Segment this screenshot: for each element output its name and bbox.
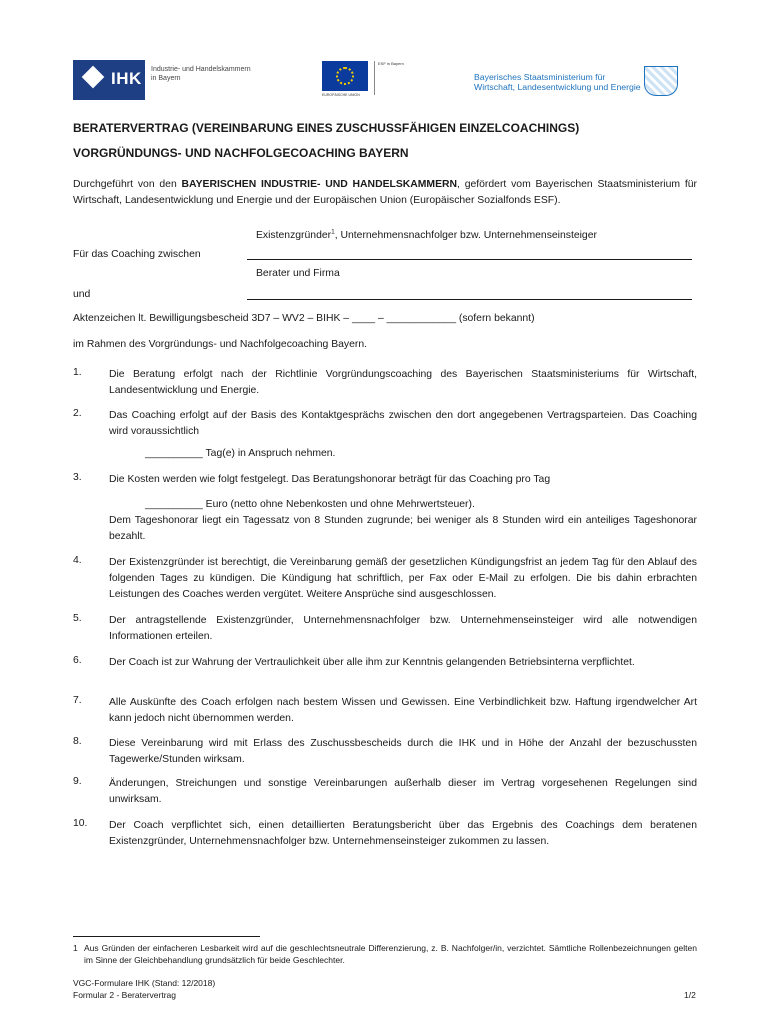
footer-line2: Formular 2 - Beratervertrag (73, 990, 176, 1000)
item-number: 7. (73, 695, 82, 706)
aktenzeichen-line: Aktenzeichen lt. Bewilligungsbescheid 3D7 – WV2 – BIHK – ____ – ____________ (sofern bekannt) (73, 313, 535, 324)
item-text: Der Existenzgründer ist berechtigt, die Vereinbarung gemäß der gesetzlichen Kündigungsfrist an jedem Tag für den Ablauf des folgenden Tages zu kündigen. Die Kündigung hat schriftlich, per Fax oder E-Mail zu erfolgen. Die bis dahin erbrachten Leistungen des Coaches werden vergütet. Weitere Ansprüche sind ausgeschlossen. (109, 557, 697, 600)
bavaria-crest-icon (644, 66, 678, 96)
item-text: Alle Auskünfte des Coach erfolgen nach bestem Wissen und Gewissen. Eine Verbindlichkeit bzw. Haftung irgendwelcher Art kann jedoch nicht übernommen werden. (109, 697, 697, 724)
bavaria-line2: Wirtschaft, Landesentwicklung und Energie (474, 82, 641, 92)
item-number: 6. (73, 655, 82, 666)
item-text: Diese Vereinbarung wird mit Erlass des Zuschussbescheids durch die IHK und in Höhe der Anzahl der bezuschussten Tagewerke/Stunden wirksam. (109, 738, 697, 765)
und-label: und (73, 289, 91, 300)
eu-side-text: ESF in Bayern (374, 61, 426, 95)
intro-bold: BAYERISCHEN INDUSTRIE- UND HANDELSKAMMERN (181, 179, 458, 190)
ihk-logo-mark (73, 60, 145, 100)
item-number: 9. (73, 776, 82, 787)
eu-logo (322, 61, 422, 97)
item-number: 1. (73, 367, 82, 378)
intro-paragraph (73, 177, 697, 209)
existenz-signature-line[interactable] (247, 259, 692, 260)
item-number: 2. (73, 408, 82, 419)
item-text: Der Coach verpflichtet sich, einen detaillierten Beratungsbericht über das Ergebnis des Coachings dem beratenen Existenzgründer, Unternehmensnachfolger bzw. Unternehmenseinsteiger zukommen zu lassen. (109, 820, 697, 847)
eu-stars-icon (336, 67, 354, 85)
item-number: 10. (73, 818, 88, 829)
item-extra: __________ Tag(e) in Anspruch nehmen. (145, 448, 336, 459)
page-title: BERATERVERTRAG (VEREINBARUNG EINES ZUSCHUSSFÄHIGEN EINZELCOACHINGS) (73, 121, 580, 135)
intro-suffix: , gefördert vom Bayerischen Staatsministerium für Wirtschaft, Landesentwicklung und Energie und der Europäischen Union (Europäischer Sozialfonds ESF). (73, 179, 697, 206)
coaching-between-label: Für das Coaching zwischen (73, 249, 201, 260)
rahmen-text: im Rahmen des Vorgründungs- und Nachfolgecoaching Bayern. (73, 339, 368, 350)
ihk-logo-subtitle: Industrie- und Handelskammern in Bayern (151, 66, 251, 82)
bavaria-line1: Bayerisches Staatsministerium für (474, 72, 606, 82)
item-text: Das Coaching erfolgt auf der Basis des Kontaktgesprächs zwischen den dort angegebenen Vertragsparteien. Das Coaching wird voraussichtlich (109, 410, 697, 437)
ihk-logo (73, 60, 251, 100)
footnote-text: Aus Gründen der einfacheren Lesbarkeit wird auf die geschlechtsneutrale Differenzierung, z. B. Nachfolger/in, verzichtet. Sämtliche Rollenbezeichnungen gelten im Sinne der Gleichbehandlung grundsätzlich für beide Geschlechter. (84, 943, 697, 965)
item-text: Die Beratung erfolgt nach der Richtlinie Vorgründungscoaching des Bayerischen Staatsministeriums für Wirtschaft, Landesentwicklung und Energie. (109, 369, 697, 396)
item-extra: __________ Euro (netto ohne Nebenkosten und ohne Mehrwertsteuer). (145, 499, 475, 510)
item-extra2: Dem Tageshonorar liegt ein Tagessatz von 8 Stunden zugrunde; bei weniger als 8 Stunden wird ein anteiliges Tageshonorar bezahlt. (109, 515, 697, 542)
item-number: 8. (73, 736, 82, 747)
item-text: Der antragstellende Existenzgründer, Unternehmensnachfolger bzw. Unternehmenseinsteiger wird alle notwendigen Informationen erteilen. (109, 615, 697, 642)
existenz-label (256, 228, 597, 244)
item-number: 4. (73, 555, 82, 566)
existenz-label-text: Existenzgründer (256, 230, 332, 241)
footnote-ref: 1 (331, 228, 335, 236)
ihk-logo-text: IHK (111, 69, 142, 88)
footer-line1: VGC-Formulare IHK (Stand: 12/2018) (73, 978, 216, 988)
item-text: Änderungen, Streichungen und sonstige Vereinbarungen außerhalb dieser im Vertrag vorgesehenen Regelungen sind unwirksam. (109, 778, 697, 805)
item-number: 5. (73, 613, 82, 624)
footnote-divider (73, 936, 260, 937)
item-text: Die Kosten werden wie folgt festgelegt. Das Beratungshonorar beträgt für das Coaching pro Tag (109, 474, 551, 485)
item-number: 3. (73, 472, 82, 483)
page-subtitle: VORGRÜNDUNGS- UND NACHFOLGECOACHING BAYERN (73, 146, 409, 160)
footnote-number: 1 (73, 943, 78, 953)
page-number: 1/2 (684, 990, 696, 1000)
diamond-icon (82, 66, 105, 89)
eu-flag-icon (322, 61, 368, 91)
bavaria-ministry-name (474, 72, 641, 92)
existenz-label-rest: , Unternehmensnachfolger bzw. Unternehmenseinsteiger (334, 230, 597, 241)
page-header (0, 0, 770, 110)
item-text: Der Coach ist zur Wahrung der Vertraulichkeit über alle ihm zur Kenntnis gelangenden Betriebsinterna verpflichtet. (109, 657, 635, 668)
bavaria-ministry-logo (474, 66, 699, 98)
intro-prefix: Durchgeführt von den (73, 179, 182, 190)
eu-caption: EUROPÄISCHE UNION (322, 93, 360, 97)
berater-signature-line[interactable] (247, 299, 692, 300)
berater-label: Berater und Firma (256, 268, 340, 279)
